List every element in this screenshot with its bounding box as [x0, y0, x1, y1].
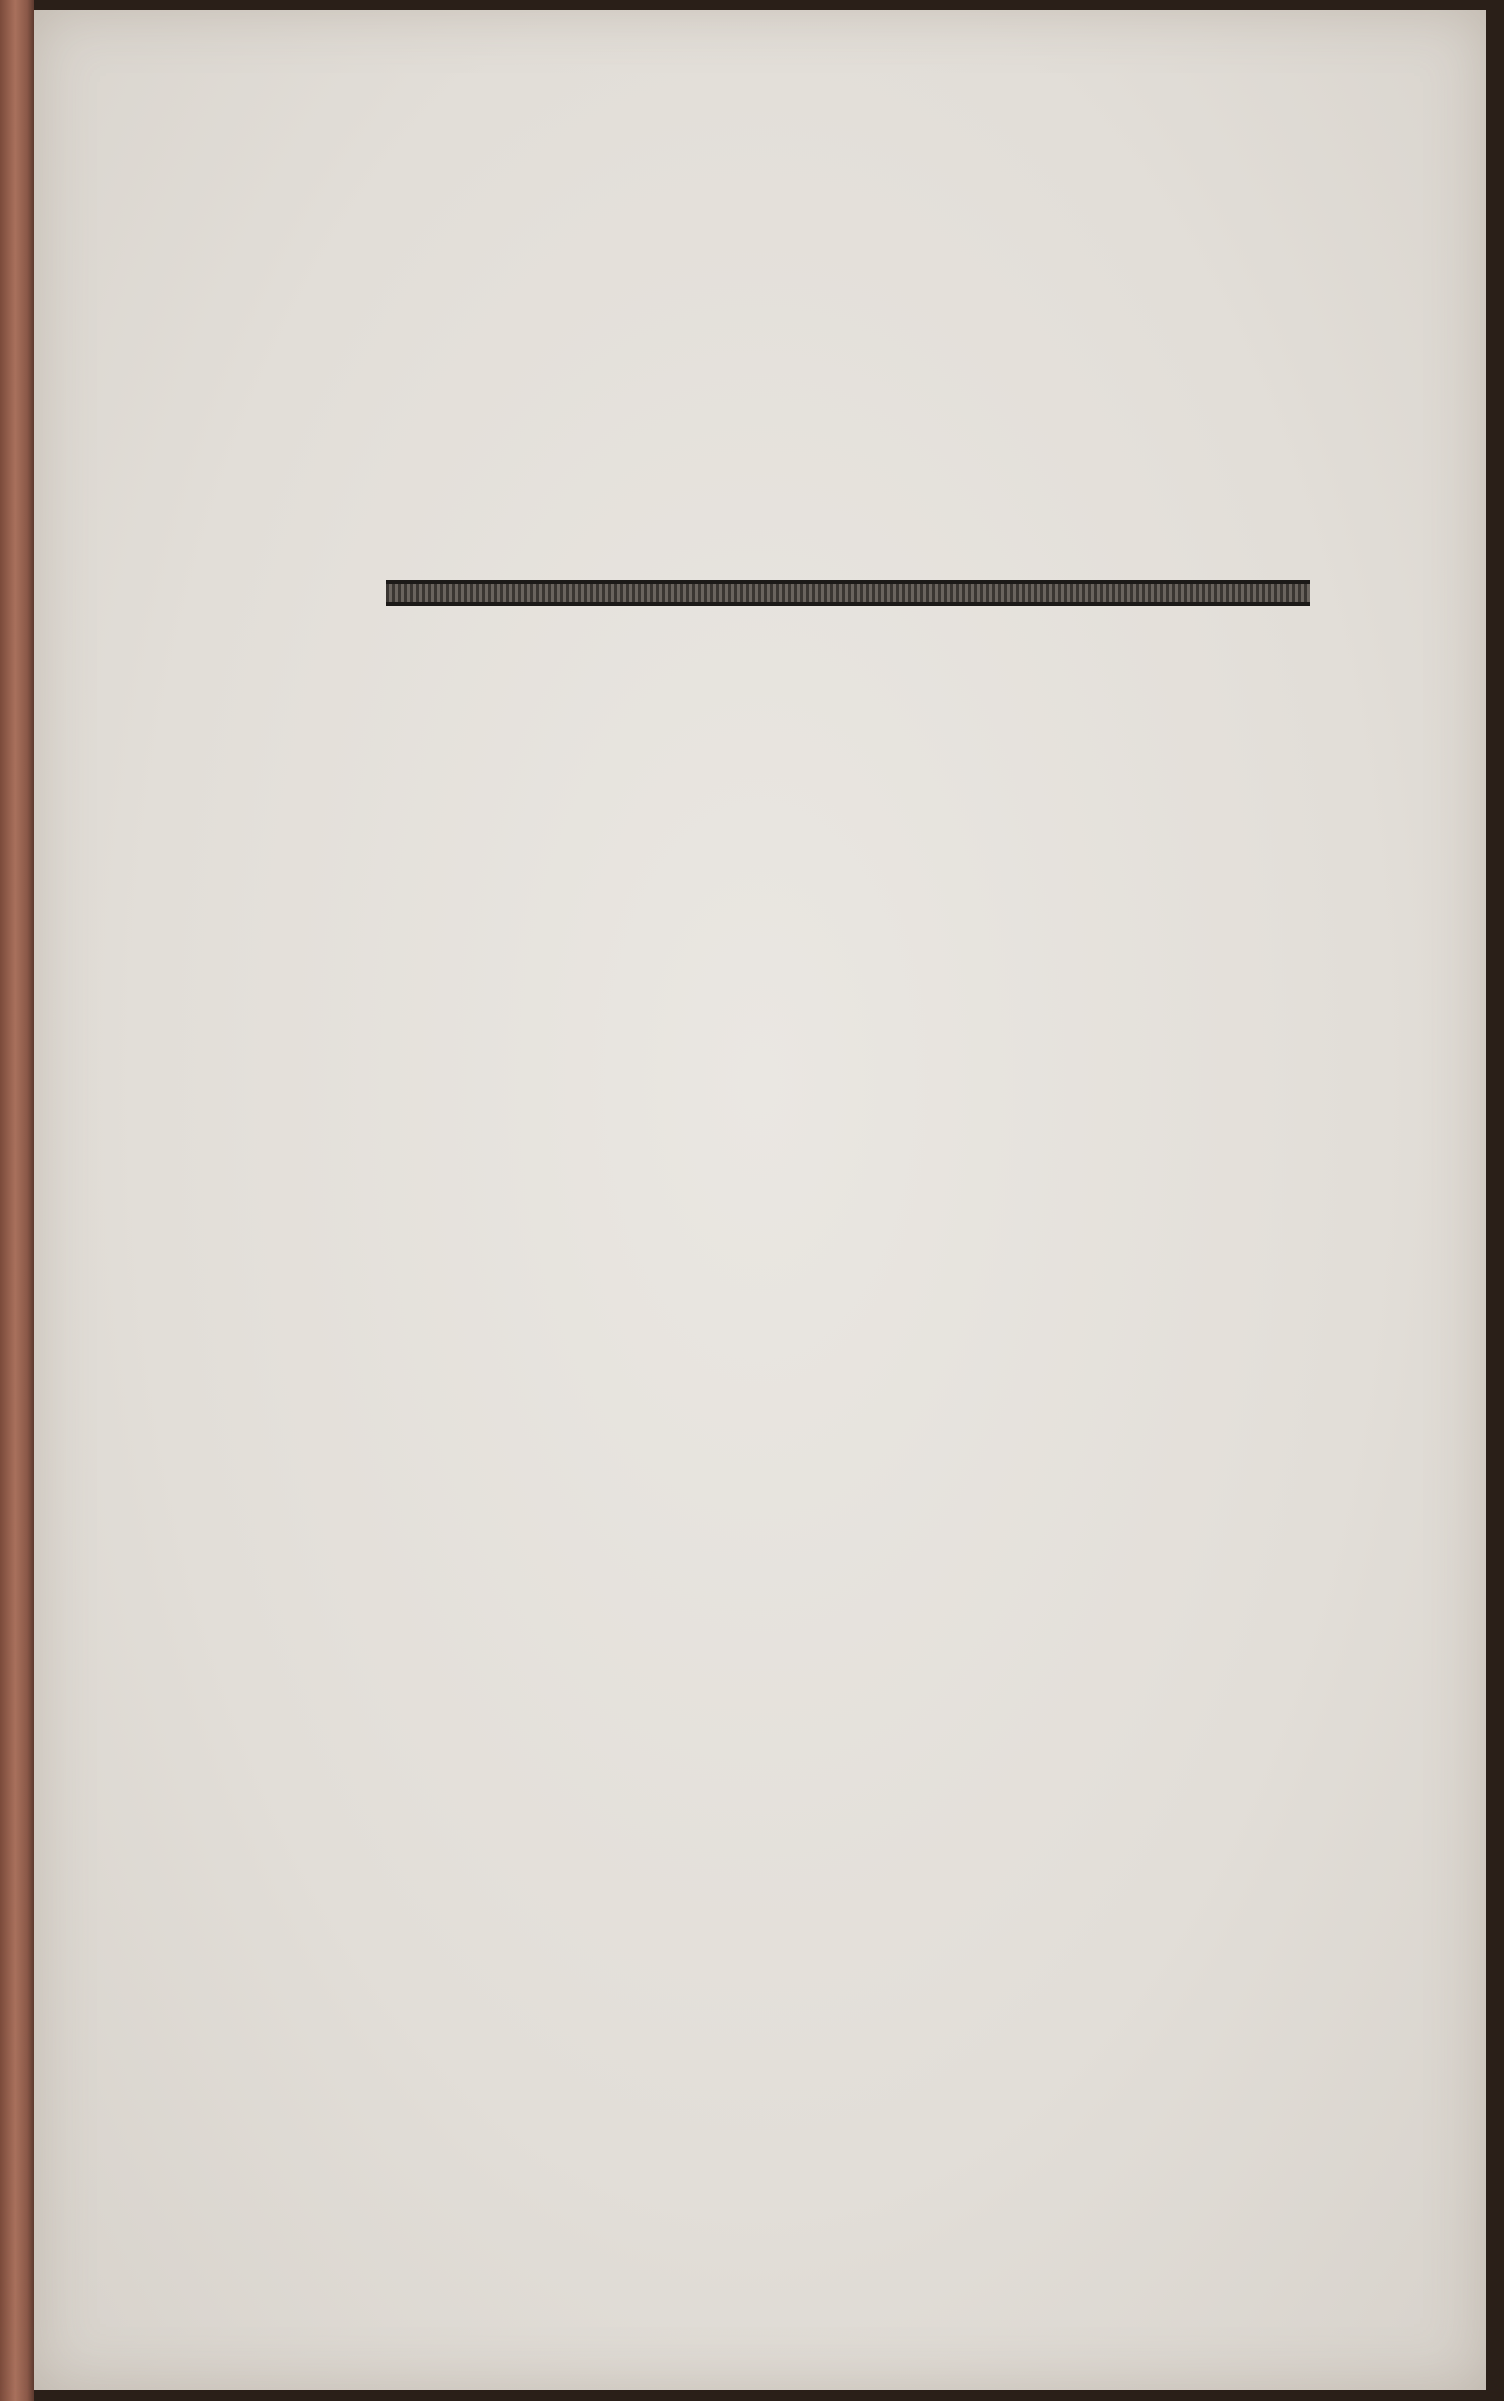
book-page — [34, 10, 1486, 2390]
book-spine-edge — [0, 0, 34, 2401]
section-divider — [386, 580, 1310, 606]
